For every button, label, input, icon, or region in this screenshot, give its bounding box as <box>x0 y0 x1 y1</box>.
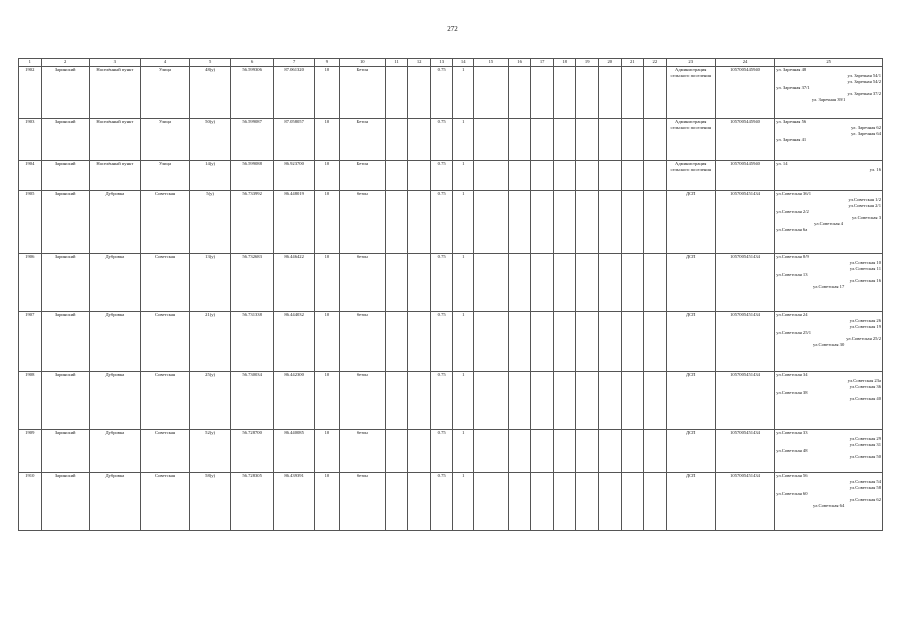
address-line: ул.Советская 17 <box>813 284 845 289</box>
table-cell: 21(у) <box>190 312 231 372</box>
column-header: 10 <box>339 59 385 67</box>
address-cell <box>775 67 883 119</box>
column-header: 1 <box>19 59 42 67</box>
table-cell <box>576 473 599 531</box>
table-cell <box>598 372 621 430</box>
address-line: ул.Советская 25/2 <box>846 336 881 341</box>
table-cell: 0.75 <box>430 254 453 312</box>
table-cell <box>408 119 431 161</box>
table-cell <box>508 254 531 312</box>
table-cell <box>553 254 576 312</box>
table-cell <box>508 372 531 430</box>
table-cell: 1 <box>453 372 473 430</box>
table-cell <box>385 191 408 254</box>
table-cell <box>508 430 531 473</box>
table-cell <box>473 161 508 191</box>
table-cell: 10 <box>315 191 340 254</box>
column-header: 22 <box>644 59 667 67</box>
table-cell: Улица <box>140 161 189 191</box>
table-cell: Заринский <box>41 473 89 531</box>
table-cell <box>531 312 554 372</box>
table-cell: Дубровка <box>89 372 140 430</box>
column-header: 9 <box>315 59 340 67</box>
table-cell <box>621 161 644 191</box>
table-cell: Заринский <box>41 191 89 254</box>
address-line: ул. Заречная 48 <box>776 67 807 72</box>
address-cell <box>775 161 883 191</box>
column-header: 23 <box>666 59 715 67</box>
table-cell: ДСП <box>666 312 715 372</box>
table-row <box>19 372 883 430</box>
table-cell <box>598 119 621 161</box>
table-cell: 56.599306 <box>231 67 274 119</box>
table-cell <box>531 254 554 312</box>
table-cell: Бетон <box>339 119 385 161</box>
table-cell: бетон <box>339 372 385 430</box>
table-cell <box>576 430 599 473</box>
table-cell <box>621 254 644 312</box>
column-header: 5 <box>190 59 231 67</box>
table-cell: 1 <box>453 67 473 119</box>
table-cell: Советская <box>140 372 189 430</box>
column-header: 24 <box>715 59 774 67</box>
table-cell <box>531 372 554 430</box>
table-cell: 1057005451434 <box>715 254 774 312</box>
table-cell <box>644 191 667 254</box>
table-cell <box>385 312 408 372</box>
column-header: 6 <box>231 59 274 67</box>
table-cell: 1908 <box>19 372 42 430</box>
table-cell <box>408 67 431 119</box>
table-cell: бетон <box>339 430 385 473</box>
address-line: ул.Советская 36 <box>849 384 881 389</box>
table-cell: 0.75 <box>430 119 453 161</box>
table-cell: Администрация сельского поселения <box>666 67 715 119</box>
table-cell: 86.439391 <box>274 473 315 531</box>
address-line: ул.Советская 6а <box>776 227 808 232</box>
table-cell: 1906 <box>19 254 42 312</box>
table-cell: 10 <box>315 430 340 473</box>
table-cell <box>408 473 431 531</box>
table-cell: Советская <box>140 191 189 254</box>
table-cell <box>576 312 599 372</box>
table-cell: 14(у) <box>190 161 231 191</box>
table-cell: 25(у) <box>190 372 231 430</box>
table-cell: Улица <box>140 119 189 161</box>
table-cell: 1910 <box>19 473 42 531</box>
table-cell: Населённый пункт <box>89 119 140 161</box>
column-header: 15 <box>473 59 508 67</box>
table-cell: 56.728700 <box>231 430 274 473</box>
table-cell: 1057005445940 <box>715 161 774 191</box>
table-cell: 56.732683 <box>231 254 274 312</box>
table-cell: 0.75 <box>430 372 453 430</box>
table-cell: 1 <box>453 161 473 191</box>
table-cell <box>385 372 408 430</box>
table-cell <box>644 119 667 161</box>
table-cell <box>621 473 644 531</box>
address-line: ул.Советская 30 <box>813 342 845 347</box>
table-cell: Заринский <box>41 119 89 161</box>
table-cell <box>553 473 576 531</box>
table-cell <box>598 161 621 191</box>
table-cell <box>598 312 621 372</box>
table-cell <box>553 67 576 119</box>
table-cell <box>553 430 576 473</box>
column-header: 20 <box>598 59 621 67</box>
table-cell: бетон <box>339 254 385 312</box>
address-line: ул.Советская 2/1 <box>848 203 881 208</box>
table-cell <box>531 191 554 254</box>
address-line: ул.Советская 10 <box>849 260 881 265</box>
table-cell <box>508 161 531 191</box>
table-cell: 0.75 <box>430 161 453 191</box>
table-cell: Бетон <box>339 67 385 119</box>
address-line: ул.Советская 13 <box>776 272 808 277</box>
table-cell: 1057005451434 <box>715 191 774 254</box>
table-cell: Заринский <box>41 312 89 372</box>
table-cell: 0.75 <box>430 430 453 473</box>
table-cell: 1902 <box>19 67 42 119</box>
table-cell <box>508 312 531 372</box>
table-cell <box>598 67 621 119</box>
table-cell <box>473 312 508 372</box>
table-cell: 1057005445940 <box>715 67 774 119</box>
address-line: ул.Советская 34 <box>776 372 808 377</box>
table-cell: 1057005451434 <box>715 430 774 473</box>
table-cell <box>385 254 408 312</box>
address-line: ул.Советская 36/1 <box>776 191 812 196</box>
table-cell: бетон <box>339 191 385 254</box>
address-line: ул.Советская 23а <box>847 378 881 383</box>
table-cell: Дубровка <box>89 312 140 372</box>
column-header: 11 <box>385 59 408 67</box>
address-cell <box>775 191 883 254</box>
address-line: ул.Советская 33 <box>776 430 808 435</box>
table-cell: 56.728305 <box>231 473 274 531</box>
road-registry-table <box>18 58 883 531</box>
table-cell: 86.446422 <box>274 254 315 312</box>
table-cell: 86.448019 <box>274 191 315 254</box>
table-cell: 1 <box>453 430 473 473</box>
table-cell <box>621 312 644 372</box>
table-cell: Дубровка <box>89 191 140 254</box>
table-cell: Заринский <box>41 161 89 191</box>
table-cell: 10 <box>315 161 340 191</box>
table-cell: 56.599087 <box>231 119 274 161</box>
column-number-row <box>19 59 883 67</box>
address-line: ул.Советская 24 <box>776 312 808 317</box>
address-line: ул.Советская 31 <box>849 442 881 447</box>
column-header: 4 <box>140 59 189 67</box>
address-line: ул.Советская 48 <box>776 448 808 453</box>
address-line: ул.Советская 19 <box>849 324 881 329</box>
table-cell <box>644 67 667 119</box>
table-cell: 56.730034 <box>231 372 274 430</box>
table-cell: ДСП <box>666 254 715 312</box>
address-line: ул.Советская 40 <box>849 396 881 401</box>
table-cell <box>553 191 576 254</box>
table-cell <box>598 473 621 531</box>
address-line: ул.Советская 56 <box>776 473 808 478</box>
table-cell <box>385 119 408 161</box>
address-line: ул.Советская 64 <box>813 503 845 508</box>
table-cell: 1057005451434 <box>715 312 774 372</box>
table-cell: Населённый пункт <box>89 161 140 191</box>
table-cell: Заринский <box>41 67 89 119</box>
table-cell <box>385 473 408 531</box>
table-cell <box>553 161 576 191</box>
table-cell: Советская <box>140 312 189 372</box>
table-cell: 13(у) <box>190 254 231 312</box>
table-cell <box>644 473 667 531</box>
address-line: ул.Советская 50 <box>849 454 881 459</box>
column-header: 18 <box>553 59 576 67</box>
table-cell: 10 <box>315 473 340 531</box>
table-cell: 1907 <box>19 312 42 372</box>
table-cell <box>621 119 644 161</box>
table-cell: 52(у) <box>190 430 231 473</box>
table-cell: 50(у) <box>190 119 231 161</box>
address-line: ул.Советская 26 <box>849 318 881 323</box>
table-cell <box>531 67 554 119</box>
table-cell <box>508 191 531 254</box>
table-cell: 86.923700 <box>274 161 315 191</box>
address-line: ул.Советская 62 <box>849 497 881 502</box>
table-cell: Дубровка <box>89 473 140 531</box>
table-cell: ДСП <box>666 430 715 473</box>
address-line: ул.Советская 54 <box>849 479 881 484</box>
table-row <box>19 119 883 161</box>
address-cell <box>775 372 883 430</box>
table-cell <box>408 161 431 191</box>
table-row <box>19 191 883 254</box>
table-cell: 1 <box>453 191 473 254</box>
column-header: 12 <box>408 59 431 67</box>
table-cell: 1904 <box>19 161 42 191</box>
table-cell: Советская <box>140 430 189 473</box>
table-row <box>19 473 883 531</box>
table-cell <box>531 473 554 531</box>
address-line: ул. Заречная 64 <box>851 131 881 136</box>
table-cell: Заринский <box>41 254 89 312</box>
table-cell: 1903 <box>19 119 42 161</box>
table-row <box>19 161 883 191</box>
table-cell: 1057005451434 <box>715 372 774 430</box>
address-line: ул. Заречная 37/1 <box>776 85 810 90</box>
table-cell <box>473 67 508 119</box>
table-cell <box>644 430 667 473</box>
table-cell: Советская <box>140 473 189 531</box>
table-cell <box>473 119 508 161</box>
table-cell <box>408 430 431 473</box>
table-cell: 56.599088 <box>231 161 274 191</box>
table-cell <box>576 67 599 119</box>
address-line: ул.Советская 58 <box>849 485 881 490</box>
table-cell: 1905 <box>19 191 42 254</box>
table-cell: ДСП <box>666 191 715 254</box>
table-cell: 5(у) <box>190 191 231 254</box>
table-cell: 87.061320 <box>274 67 315 119</box>
column-header: 14 <box>453 59 473 67</box>
table-cell: 1 <box>453 254 473 312</box>
column-header: 25 <box>775 59 883 67</box>
table-cell: ДСП <box>666 372 715 430</box>
column-header: 2 <box>41 59 89 67</box>
table-cell <box>644 254 667 312</box>
table-cell: Администрация сельского поселения <box>666 161 715 191</box>
column-header: 19 <box>576 59 599 67</box>
table-cell: 48(у) <box>190 67 231 119</box>
address-cell <box>775 119 883 161</box>
column-header: 3 <box>89 59 140 67</box>
table-cell: 10 <box>315 67 340 119</box>
table-cell: 87.058057 <box>274 119 315 161</box>
table-cell <box>621 67 644 119</box>
address-line: ул. Заречная 62 <box>851 125 881 130</box>
table-cell <box>508 119 531 161</box>
address-cell <box>775 430 883 473</box>
table-cell: бетон <box>339 473 385 531</box>
table-cell <box>473 254 508 312</box>
table-cell: 1057005451434 <box>715 473 774 531</box>
table-cell: 1057005445940 <box>715 119 774 161</box>
table-cell: Населённый пункт <box>89 67 140 119</box>
table-cell <box>621 430 644 473</box>
column-header: 16 <box>508 59 531 67</box>
table-cell <box>576 191 599 254</box>
address-line: ул. Заречная 54/2 <box>847 79 881 84</box>
table-cell <box>385 430 408 473</box>
table-cell <box>598 430 621 473</box>
table-cell: 56.731338 <box>231 312 274 372</box>
table-cell: 58(у) <box>190 473 231 531</box>
column-header: 17 <box>531 59 554 67</box>
address-line: ул. Заречная 56 <box>776 119 807 124</box>
table-cell: Бетон <box>339 161 385 191</box>
table-cell <box>531 430 554 473</box>
table-cell: 10 <box>315 119 340 161</box>
table-cell <box>553 119 576 161</box>
address-line: ул. Заречная 41 <box>776 137 807 142</box>
table-cell <box>473 191 508 254</box>
table-cell <box>576 161 599 191</box>
table-cell <box>473 372 508 430</box>
table-cell <box>408 372 431 430</box>
address-line: ул.Советская 4 <box>814 221 844 226</box>
table-cell: Администрация сельского поселения <box>666 119 715 161</box>
table-cell: Советская <box>140 254 189 312</box>
table-cell: 10 <box>315 312 340 372</box>
address-line: ул.Советская 25/1 <box>776 330 812 335</box>
table-cell <box>531 161 554 191</box>
table-cell <box>508 473 531 531</box>
table-row <box>19 254 883 312</box>
table-cell <box>553 372 576 430</box>
table-cell: Дубровка <box>89 254 140 312</box>
table-cell <box>531 119 554 161</box>
table-cell <box>385 161 408 191</box>
table-cell <box>473 430 508 473</box>
address-line: ул.Советская 16 <box>849 278 881 283</box>
address-line: ул. 14 <box>776 161 788 166</box>
address-line: ул.Советская 29 <box>849 436 881 441</box>
table-cell <box>621 191 644 254</box>
address-line: ул.Советская 3 <box>852 215 881 220</box>
address-line: ул.Советская 8/9 <box>776 254 809 259</box>
table-cell <box>598 254 621 312</box>
table-cell: 86.440085 <box>274 430 315 473</box>
table-cell: 1 <box>453 312 473 372</box>
table-row <box>19 312 883 372</box>
table-cell: 1 <box>453 473 473 531</box>
table-cell: 0.75 <box>430 312 453 372</box>
table-cell: бетон <box>339 312 385 372</box>
table-cell: Заринский <box>41 372 89 430</box>
table-row <box>19 430 883 473</box>
address-line: ул.Советская 11 <box>849 266 881 271</box>
table-cell: 86.444032 <box>274 312 315 372</box>
page-number: 272 <box>447 25 458 33</box>
table-cell: Дубровка <box>89 430 140 473</box>
table-cell <box>408 312 431 372</box>
table-cell: Улица <box>140 67 189 119</box>
table-cell <box>553 312 576 372</box>
table-cell <box>621 372 644 430</box>
table-cell <box>576 119 599 161</box>
address-line: ул.Советская 38 <box>776 390 808 395</box>
table-cell: 10 <box>315 372 340 430</box>
column-header: 21 <box>621 59 644 67</box>
address-cell <box>775 312 883 372</box>
address-line: ул. Заречная 37/2 <box>847 91 881 96</box>
address-line: ул. Заречная 54/1 <box>847 73 881 78</box>
column-header: 7 <box>274 59 315 67</box>
table-cell <box>644 161 667 191</box>
table-cell: 0.75 <box>430 473 453 531</box>
table-cell: Заринский <box>41 430 89 473</box>
table-cell: 1909 <box>19 430 42 473</box>
address-cell <box>775 473 883 531</box>
table-cell: 1 <box>453 119 473 161</box>
table-cell <box>408 191 431 254</box>
table-cell: 10 <box>315 254 340 312</box>
table-cell: 86.442300 <box>274 372 315 430</box>
table-cell <box>598 191 621 254</box>
table-cell: 0.75 <box>430 191 453 254</box>
address-line: ул.Советская 1/2 <box>848 197 881 202</box>
table-row <box>19 67 883 119</box>
table-cell <box>508 67 531 119</box>
address-cell <box>775 254 883 312</box>
table-cell: 56.733992 <box>231 191 274 254</box>
address-line: ул. 16 <box>869 167 881 172</box>
table-cell <box>408 254 431 312</box>
table-cell: 0.75 <box>430 67 453 119</box>
table-cell <box>385 67 408 119</box>
table-cell <box>576 372 599 430</box>
column-header: 13 <box>430 59 453 67</box>
address-line: ул.Советская 2/2 <box>776 209 809 214</box>
address-line: ул. Заречная 39/1 <box>811 97 846 102</box>
table-cell <box>473 473 508 531</box>
table-cell <box>576 254 599 312</box>
table-cell: ДСП <box>666 473 715 531</box>
table-cell <box>644 312 667 372</box>
table-cell <box>644 372 667 430</box>
address-line: ул.Советская 60 <box>776 491 808 496</box>
